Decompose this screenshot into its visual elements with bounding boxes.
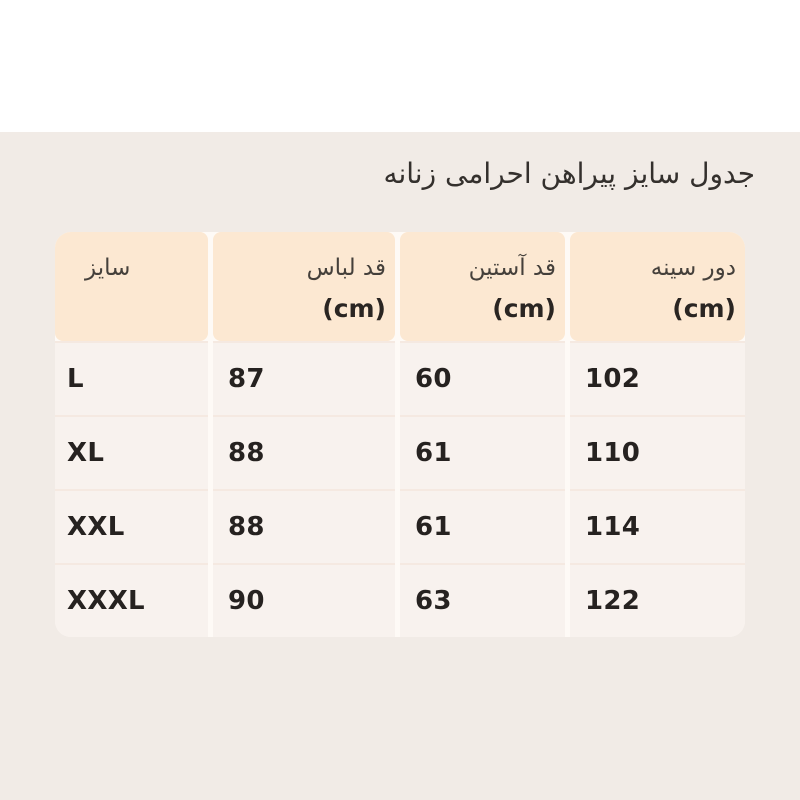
cell-size: XXXL: [55, 563, 208, 637]
header-cell-sleeve-length: [400, 232, 565, 341]
cell-chest: 114: [570, 489, 745, 563]
cell-sleeve-length: 60: [400, 341, 565, 415]
header-cell-chest: [570, 232, 745, 341]
cell-sleeve-length: 61: [400, 415, 565, 489]
header-unit: (cm): [672, 294, 736, 323]
header-label: قد آستین: [468, 255, 556, 281]
cell-size: L: [55, 341, 208, 415]
header-label: سایز: [85, 255, 131, 281]
cell-chest: 110: [570, 415, 745, 489]
cell-garment-length: 88: [213, 415, 395, 489]
header-label: قد لباس: [306, 255, 386, 281]
cell-sleeve-length: 63: [400, 563, 565, 637]
size-table: [55, 232, 745, 637]
cell-size: XXL: [55, 489, 208, 563]
cell-size: XL: [55, 415, 208, 489]
cell-chest: 122: [570, 563, 745, 637]
header-label: دور سینه: [650, 255, 736, 281]
header-unit: (cm): [492, 294, 556, 323]
top-white-band: [0, 0, 800, 132]
header-unit: (cm): [322, 294, 386, 323]
cell-garment-length: 88: [213, 489, 395, 563]
header-cell-garment-length: [213, 232, 395, 341]
cell-chest: 102: [570, 341, 745, 415]
cell-garment-length: 90: [213, 563, 395, 637]
cell-sleeve-length: 61: [400, 489, 565, 563]
size-chart-title: جدول سایز پیراهن احرامی زنانه: [383, 157, 755, 190]
header-cell-size: [55, 232, 208, 341]
cell-garment-length: 87: [213, 341, 395, 415]
